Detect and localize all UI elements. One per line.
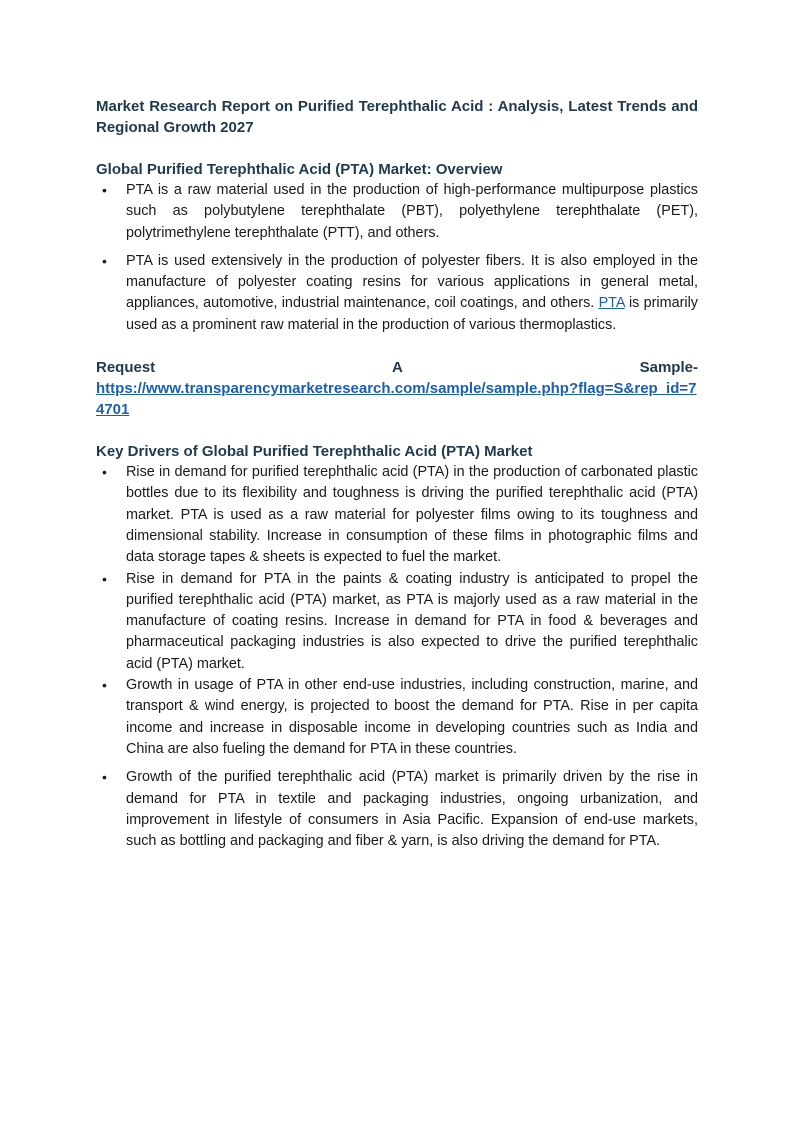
bullet-icon: • xyxy=(102,570,107,587)
list-item-text: Growth in usage of PTA in other end-use industries, including construction, marine, and transport & wind energy, is projected to boost the demand for PTA. Rise in per capita income and increase in disposable income in developing countries such as India and China are also fueling the demand for PTA in these countries. xyxy=(126,677,698,757)
overview-heading: Global Purified Terephthalic Acid (PTA) Market: Overview xyxy=(96,161,503,178)
list-item xyxy=(96,767,698,852)
sample-word: Sample- xyxy=(639,359,698,377)
list-item-text: PTA is used extensively in the production of polyester fibers. It is also employed in the manufacture of polyester coating resins for various applications in general metal, appliances, automotive, industrial maintenance, coil coatings, and others. xyxy=(126,252,698,312)
document-page xyxy=(96,96,698,852)
list-item xyxy=(96,675,698,760)
list-item-text: Rise in demand for purified terephthalic acid (PTA) in the production of carbonated plastic bottles due to its flexibility and toughness is driving the purified terephthalic acid (PTA) market. PTA is used as a raw material for polyester films owing to its toughness and dimensional stability. Increase in consumption of these films in photographic films and data storage tapes & sheets is expected to fuel the market. xyxy=(126,464,698,566)
list-item-text: Growth of the purified terephthalic acid (PTA) market is primarily driven by the rise in demand for PTA in textile and packaging industries, ongoing urbanization, and improvement in lifestyle of consumers in Asia Pacific. Expansion of end-use markets, such as bottling and packaging and fiber & yarn, is also driving the demand for PTA. xyxy=(126,769,698,850)
request-sample-label xyxy=(96,357,698,378)
overview-list xyxy=(96,180,698,336)
bullet-icon: • xyxy=(102,769,107,786)
list-item-text: PTA is a raw material used in the production of high-performance multipurpose plastics such as polybutylene terephthalate (PBT), polyethylene terephthalate (PET), polytrimethylene terephthalate (PTT), and others. xyxy=(126,182,698,241)
request-sample xyxy=(96,357,698,420)
list-item-text: is primarily used as a prominent raw material in the production of various thermoplastics. xyxy=(126,295,698,333)
bullet-icon: • xyxy=(102,464,107,481)
sample-link[interactable]: https://www.transparencymarketresearch.com/sample/sample.php?flag=S&rep_id=74701 xyxy=(96,380,697,419)
a-word: A xyxy=(391,359,403,377)
request-word: Request xyxy=(96,359,156,377)
list-item-text: Rise in demand for PTA in the paints & coating industry is anticipated to propel the purified terephthalic acid (PTA) market, as PTA is majorly used as a raw material in the manufacture of coating resins. Increase in demand for PTA in food & beverages and pharmaceutical packaging industries is also expected to drive the purified terephthalic acid (PTA) market. xyxy=(126,570,698,672)
pta-link[interactable]: PTA xyxy=(598,295,625,312)
drivers-heading: Key Drivers of Global Purified Terephthalic Acid (PTA) Market xyxy=(96,443,533,461)
list-item xyxy=(96,251,698,336)
bullet-icon: • xyxy=(102,677,107,694)
list-item xyxy=(96,569,698,675)
report-title: Market Research Report on Purified Terephthalic Acid : Analysis, Latest Trends and Regional Growth 2027 xyxy=(96,98,698,136)
bullet-icon: • xyxy=(102,252,107,269)
bullet-icon: • xyxy=(102,182,107,198)
list-item xyxy=(96,462,698,568)
drivers-list xyxy=(96,462,698,852)
list-item xyxy=(96,180,698,244)
